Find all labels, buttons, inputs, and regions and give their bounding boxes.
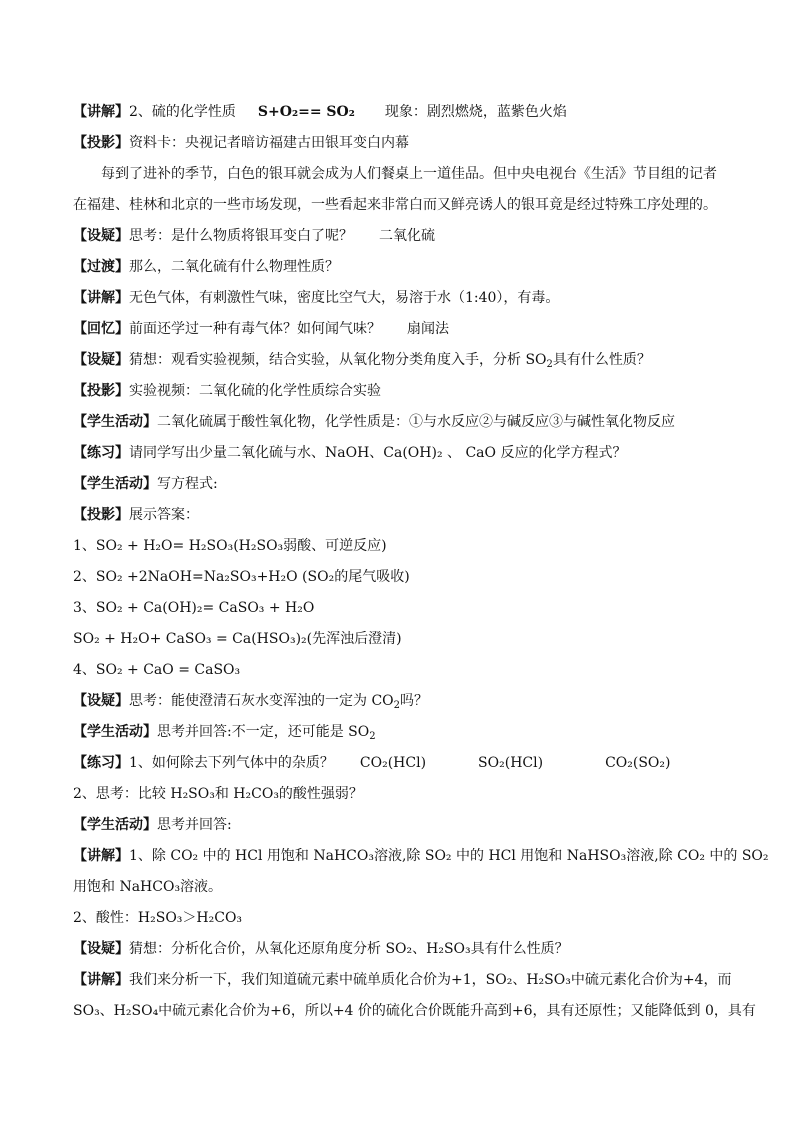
formula-item: SO₂(HCl) xyxy=(478,755,544,771)
formula-item: CO₂(SO₂) xyxy=(605,755,671,771)
line-16 xyxy=(73,562,725,593)
section-tag: 【回忆】 xyxy=(73,321,129,337)
line-25 xyxy=(73,841,769,872)
line-text: 吗？ xyxy=(400,693,429,709)
line-text: 二氧化硫属于酸性氧化物，化学性质是：①与水反应②与碱反应③与碱性氧化物反应 xyxy=(157,414,675,430)
section-tag: 【投影】 xyxy=(73,135,129,151)
line-text: 2、硫的化学性质 xyxy=(129,104,236,120)
line-text: 实验视频：二氧化硫的化学性质综合实验 xyxy=(129,383,381,399)
line-19 xyxy=(73,655,725,686)
section-tag: 【学生活动】 xyxy=(73,414,157,430)
section-tag: 【练习】 xyxy=(73,755,129,771)
line-text: 二氧化硫 xyxy=(379,228,435,244)
line-text: 猜想：分析化合价，从氧化还原角度分析 SO₂、H₂SO₃具有什么性质？ xyxy=(129,941,569,957)
line-15 xyxy=(73,531,725,562)
line-14 xyxy=(73,500,725,531)
lesson-content xyxy=(73,97,769,1027)
line-6 xyxy=(73,252,725,283)
section-tag: 【设疑】 xyxy=(73,352,129,368)
line-12 xyxy=(73,438,725,469)
line-9 xyxy=(73,345,725,376)
section-tag: 【设疑】 xyxy=(73,693,129,709)
line-text: 写方程式: xyxy=(157,476,218,492)
line-text: 具有什么性质？ xyxy=(552,352,651,368)
line-1 xyxy=(73,97,725,128)
line-13 xyxy=(73,469,725,500)
chemical-equation: S+O₂== SO₂ xyxy=(257,104,355,120)
line-text: 每到了进补的季节，白色的银耳就会成为人们餐桌上一道佳品。但中央电视台《生活》节目组的记者 xyxy=(101,166,717,182)
equation-text: SO₂ + H₂O+ CaSO₃ = Ca(HSO₃)₂(先浑浊后澄清) xyxy=(73,631,402,647)
line-4 xyxy=(73,190,725,221)
line-2 xyxy=(73,128,725,159)
subscript: 2 xyxy=(546,359,553,370)
line-8 xyxy=(73,314,725,345)
equation-text: 4、SO₂ + CaO = CaSO₃ xyxy=(73,662,241,678)
section-tag: 【学生活动】 xyxy=(73,817,157,833)
equation-text: 2、SO₂ +2NaOH=Na₂SO₃+H₂O (SO₂的尾气吸收) xyxy=(73,569,410,585)
line-text: SO₃、H₂SO₄中硫元素化合价为+6，所以+4 价的硫化合价既能升高到+6，具有还原性；又能降低到 0，具有 xyxy=(73,1003,756,1019)
line-text: 思考并回答:不一定，还可能是 SO xyxy=(157,724,370,740)
line-10 xyxy=(73,376,725,407)
section-tag: 【讲解】 xyxy=(73,972,129,988)
line-text: 扇闻法 xyxy=(407,321,449,337)
line-text: 2、酸性：H₂SO₃＞H₂CO₃ xyxy=(73,910,243,926)
line-18 xyxy=(73,624,725,655)
line-text: 在福建、桂林和北京的一些市场发现，一些看起来非常白而又鲜亮诱人的银耳竟是经过特殊工序处理的。 xyxy=(73,197,717,213)
line-text: 思考：能使澄清石灰水变浑浊的一定为 CO xyxy=(129,693,394,709)
line-text: 用饱和 NaHCO₃溶液。 xyxy=(73,879,223,895)
line-text: 1、如何除去下列气体中的杂质？ xyxy=(129,755,334,771)
line-30 xyxy=(73,996,756,1027)
line-text: 1、除 CO₂ 中的 HCl 用饱和 NaHCO₃溶液,除 SO₂ 中的 HCl 用饱和 NaHSO₃溶液,除 CO₂ 中的 SO₂ xyxy=(129,848,769,864)
line-text: 前面还学过一种有毒气体？如何闻气味？ xyxy=(129,321,381,337)
section-tag: 【设疑】 xyxy=(73,228,129,244)
line-text: 猜想：观看实验视频，结合实验，从氧化物分类角度入手，分析 SO xyxy=(129,352,547,368)
line-text: 2、思考：比较 H₂SO₃和 H₂CO₃的酸性强弱？ xyxy=(73,786,363,802)
line-text: 思考并回答: xyxy=(157,817,232,833)
line-20 xyxy=(73,686,725,717)
subscript: 2 xyxy=(393,700,401,711)
section-tag: 【投影】 xyxy=(73,383,129,399)
section-tag: 【讲解】 xyxy=(73,848,129,864)
line-text: 那么，二氧化硫有什么物理性质？ xyxy=(129,259,339,275)
line-7 xyxy=(73,283,725,314)
section-tag: 【设疑】 xyxy=(73,941,129,957)
line-22 xyxy=(73,748,725,779)
line-5 xyxy=(73,221,725,252)
line-text: 现象：剧烈燃烧，蓝紫色火焰 xyxy=(384,104,567,120)
equation-text: 3、SO₂ + Ca(OH)₂= CaSO₃ + H₂O xyxy=(73,600,315,616)
line-3 xyxy=(73,159,725,190)
section-tag: 【过渡】 xyxy=(73,259,129,275)
line-21 xyxy=(73,717,725,748)
line-text: 请同学写出少量二氧化硫与水、NaOH、Ca(OH)₂ 、 CaO 反应的化学方程式？ xyxy=(129,445,627,461)
line-26 xyxy=(73,872,725,903)
line-17 xyxy=(73,593,725,624)
line-23 xyxy=(73,779,725,810)
line-text: 展示答案： xyxy=(129,507,199,523)
section-tag: 【练习】 xyxy=(73,445,129,461)
section-tag: 【学生活动】 xyxy=(73,724,157,740)
line-text: 资料卡：央视记者暗访福建古田银耳变白内幕 xyxy=(129,135,409,151)
equation-text: 1、SO₂ + H₂O= H₂SO₃(H₂SO₃弱酸、可逆反应) xyxy=(73,538,387,554)
line-11 xyxy=(73,407,725,438)
line-text: 思考：是什么物质将银耳变白了呢？ xyxy=(129,228,353,244)
formula-item: CO₂(HCl) xyxy=(359,755,427,771)
line-text: 我们来分析一下，我们知道硫元素中硫单质化合价为+1，SO₂、H₂SO₃中硫元素化合价为+4，而 xyxy=(129,972,732,988)
section-tag: 【讲解】 xyxy=(73,104,129,120)
line-text: 无色气体，有刺激性气味，密度比空气大，易溶于水（1:40），有毒。 xyxy=(129,290,560,306)
section-tag: 【讲解】 xyxy=(73,290,129,306)
section-tag: 【投影】 xyxy=(73,507,129,523)
line-29 xyxy=(73,965,732,996)
line-27 xyxy=(73,903,725,934)
subscript: 2 xyxy=(369,731,376,742)
line-28 xyxy=(73,934,725,965)
line-24 xyxy=(73,810,725,841)
section-tag: 【学生活动】 xyxy=(73,476,157,492)
